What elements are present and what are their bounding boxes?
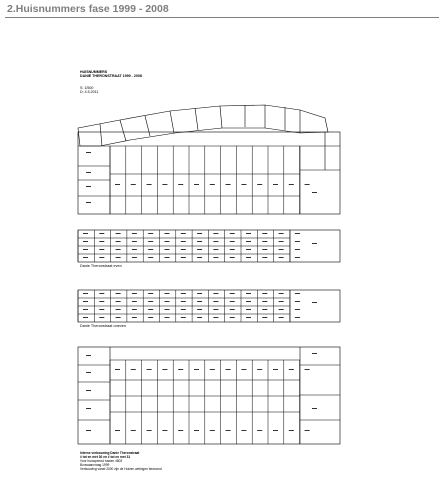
row-unit-mark (262, 301, 267, 302)
row-unit-mark (165, 257, 170, 258)
side-unit-mark (312, 353, 317, 354)
street-label-odd: Danie Theronstraat oneven (80, 324, 126, 328)
row-unit-mark (132, 301, 137, 302)
row-unit-mark (99, 233, 104, 234)
block3-unit-mark (131, 430, 136, 431)
row-unit-mark (246, 301, 251, 302)
block3-unit-mark (241, 430, 246, 431)
row-unit-mark (262, 249, 267, 250)
row-unit-mark (132, 257, 137, 258)
block1-unit-mark (241, 184, 246, 185)
row-unit-mark (99, 293, 104, 294)
block1-unit-mark (273, 184, 278, 185)
row-unit-mark (165, 249, 170, 250)
row-unit-mark (295, 233, 300, 234)
row-unit-mark (181, 241, 186, 242)
row-unit-mark (181, 317, 186, 318)
row-unit-mark (132, 233, 137, 234)
block3-unit-mark (115, 369, 120, 370)
row-unit-mark (213, 249, 218, 250)
side-unit-mark (312, 192, 317, 193)
row-unit-mark (295, 309, 300, 310)
row-unit-mark (197, 317, 202, 318)
row-unit-mark (197, 241, 202, 242)
row-unit-mark (165, 309, 170, 310)
row-unit-mark (230, 249, 235, 250)
row-unit-mark (279, 293, 284, 294)
row-unit-mark (83, 257, 88, 258)
block3-unit-mark (194, 430, 199, 431)
row-unit-mark (181, 301, 186, 302)
row-unit-mark (230, 301, 235, 302)
row-unit-mark (99, 249, 104, 250)
block1-unit-mark (305, 184, 310, 185)
side-unit-mark (86, 430, 91, 431)
unit-divisions (78, 146, 300, 444)
row-unit-mark (148, 317, 153, 318)
row-unit-mark (262, 233, 267, 234)
block1-unit-mark (210, 184, 215, 185)
row-unit-mark (83, 309, 88, 310)
row-unit-mark (295, 317, 300, 318)
unit-label-marks (83, 152, 317, 431)
row-unit-mark (116, 233, 121, 234)
row-unit-mark (99, 257, 104, 258)
row-unit-mark (197, 233, 202, 234)
row-unit-mark (230, 257, 235, 258)
slide-title: 2.Huisnummers fase 1999 - 2008 (7, 3, 169, 15)
plan-outline (78, 105, 340, 444)
row-unit-mark (83, 317, 88, 318)
row-unit-mark (262, 293, 267, 294)
row-unit-mark (148, 301, 153, 302)
row-unit-mark (246, 241, 251, 242)
row-unit-mark (279, 233, 284, 234)
row-unit-mark (132, 293, 137, 294)
block3-unit-mark (210, 430, 215, 431)
row-unit-mark (262, 241, 267, 242)
row-unit-mark (116, 257, 121, 258)
row-unit-mark (99, 301, 104, 302)
footnote-line3: Voor bouwperiod tussen 4803 (80, 459, 123, 463)
row-unit-mark (295, 257, 300, 258)
row-unit-mark (83, 301, 88, 302)
row-unit-mark (230, 241, 235, 242)
row-unit-mark (148, 257, 153, 258)
row-unit-mark (295, 293, 300, 294)
block3-unit-mark (257, 369, 262, 370)
block3-unit-mark (162, 430, 167, 431)
row-unit-mark (246, 233, 251, 234)
plan-scale: S: 1/500 (80, 86, 94, 90)
block3-unit-mark (194, 369, 199, 370)
row-unit-mark (165, 241, 170, 242)
row-unit-mark (197, 257, 202, 258)
block3-unit-mark (162, 369, 167, 370)
block3-unit-mark (147, 369, 152, 370)
row-unit-mark (148, 233, 153, 234)
row-unit-mark (213, 241, 218, 242)
block3-unit-mark (115, 430, 120, 431)
side-unit-mark (86, 172, 91, 173)
block3-unit-mark (131, 369, 136, 370)
side-unit-mark (86, 152, 91, 153)
row-unit-mark (213, 309, 218, 310)
row-unit-mark (99, 241, 104, 242)
block1-unit-mark (194, 184, 199, 185)
row-unit-mark (213, 293, 218, 294)
row-unit-mark (165, 233, 170, 234)
row-unit-mark (99, 317, 104, 318)
row-unit-mark (279, 241, 284, 242)
row-unit-mark (116, 249, 121, 250)
row-unit-mark (279, 301, 284, 302)
row-unit-mark (213, 317, 218, 318)
row-unit-mark (230, 293, 235, 294)
side-unit-mark (312, 302, 317, 303)
row-unit-mark (213, 301, 218, 302)
block1-unit-mark (178, 184, 183, 185)
row-unit-mark (181, 233, 186, 234)
row-unit-mark (197, 249, 202, 250)
row-unit-mark (132, 309, 137, 310)
block3-unit-mark (178, 369, 183, 370)
row-unit-mark (230, 233, 235, 234)
row-unit-mark (295, 249, 300, 250)
row-unit-mark (246, 293, 251, 294)
block1-unit-mark (162, 184, 167, 185)
row-unit-mark (99, 309, 104, 310)
row-unit-mark (246, 249, 251, 250)
block3-unit-mark (305, 430, 310, 431)
row-unit-mark (295, 301, 300, 302)
side-unit-mark (86, 355, 91, 356)
row-unit-mark (181, 309, 186, 310)
row-unit-mark (279, 309, 284, 310)
side-unit-mark (312, 408, 317, 409)
row-unit-mark (295, 241, 300, 242)
block3-unit-mark (178, 430, 183, 431)
row-unit-mark (197, 293, 202, 294)
side-unit-mark (86, 186, 91, 187)
row-unit-mark (83, 293, 88, 294)
block3-unit-mark (241, 369, 246, 370)
block3-unit-mark (305, 369, 310, 370)
row-unit-mark (279, 257, 284, 258)
row-unit-mark (165, 293, 170, 294)
row-unit-mark (181, 249, 186, 250)
plan-heading-line2: DANIE THERONSTRAAT 1999 - 2008 (80, 74, 142, 79)
row-unit-mark (83, 241, 88, 242)
plan-heading-line1: HUISNUMMERS (80, 70, 108, 74)
side-unit-mark (86, 390, 91, 391)
row-unit-mark (262, 309, 267, 310)
block3-unit-mark (289, 430, 294, 431)
footnote-line5: Verbouwing vanaf 2000 zijn de Huizen wetingen bewoond (80, 467, 162, 471)
block3-unit-mark (226, 369, 231, 370)
block1-unit-mark (131, 184, 136, 185)
footnote-line1: Interne verbouwing Danie Theronstraat (80, 451, 140, 455)
row-unit-mark (165, 317, 170, 318)
row-unit-mark (148, 241, 153, 242)
row-unit-mark (246, 317, 251, 318)
footnote-line4: Bouwaanvraag 1999 (80, 463, 110, 467)
block1-unit-mark (257, 184, 262, 185)
plan-footnote (80, 451, 162, 471)
row-unit-mark (132, 317, 137, 318)
block3-unit-mark (289, 369, 294, 370)
side-unit-mark (86, 372, 91, 373)
side-unit-mark (86, 408, 91, 409)
row-unit-mark (213, 233, 218, 234)
row-unit-mark (181, 293, 186, 294)
block1-unit-mark (147, 184, 152, 185)
row-unit-mark (262, 257, 267, 258)
row-unit-mark (197, 309, 202, 310)
row-unit-mark (197, 301, 202, 302)
block3-unit-mark (226, 430, 231, 431)
row-unit-mark (279, 249, 284, 250)
block3-unit-mark (210, 369, 215, 370)
row-unit-mark (132, 249, 137, 250)
row-unit-mark (83, 249, 88, 250)
plan-date: D: 4.5.2011 (80, 90, 99, 95)
street-label-even: Danie Theronstraat even (80, 264, 122, 268)
row-unit-mark (279, 317, 284, 318)
side-unit-mark (86, 202, 91, 203)
block3-unit-mark (273, 369, 278, 370)
row-unit-mark (213, 257, 218, 258)
block1-unit-mark (289, 184, 294, 185)
side-unit-mark (312, 243, 317, 244)
row-unit-mark (246, 257, 251, 258)
row-unit-mark (230, 309, 235, 310)
row-unit-mark (230, 317, 235, 318)
footnote-line2: # tot en met 30 en # tot en met 31 (80, 455, 131, 459)
row-unit-mark (132, 241, 137, 242)
row-unit-mark (148, 309, 153, 310)
row-unit-mark (116, 241, 121, 242)
block1-unit-mark (226, 184, 231, 185)
block3-unit-mark (257, 430, 262, 431)
row-unit-mark (148, 249, 153, 250)
row-unit-mark (246, 309, 251, 310)
row-unit-mark (116, 309, 121, 310)
row-unit-mark (116, 317, 121, 318)
row-unit-mark (181, 257, 186, 258)
row-unit-mark (116, 301, 121, 302)
row-unit-mark (116, 293, 121, 294)
row-unit-mark (165, 301, 170, 302)
row-unit-mark (83, 233, 88, 234)
block1-unit-mark (115, 184, 120, 185)
block3-unit-mark (273, 430, 278, 431)
block3-unit-mark (147, 430, 152, 431)
row-unit-mark (262, 317, 267, 318)
row-unit-mark (148, 293, 153, 294)
